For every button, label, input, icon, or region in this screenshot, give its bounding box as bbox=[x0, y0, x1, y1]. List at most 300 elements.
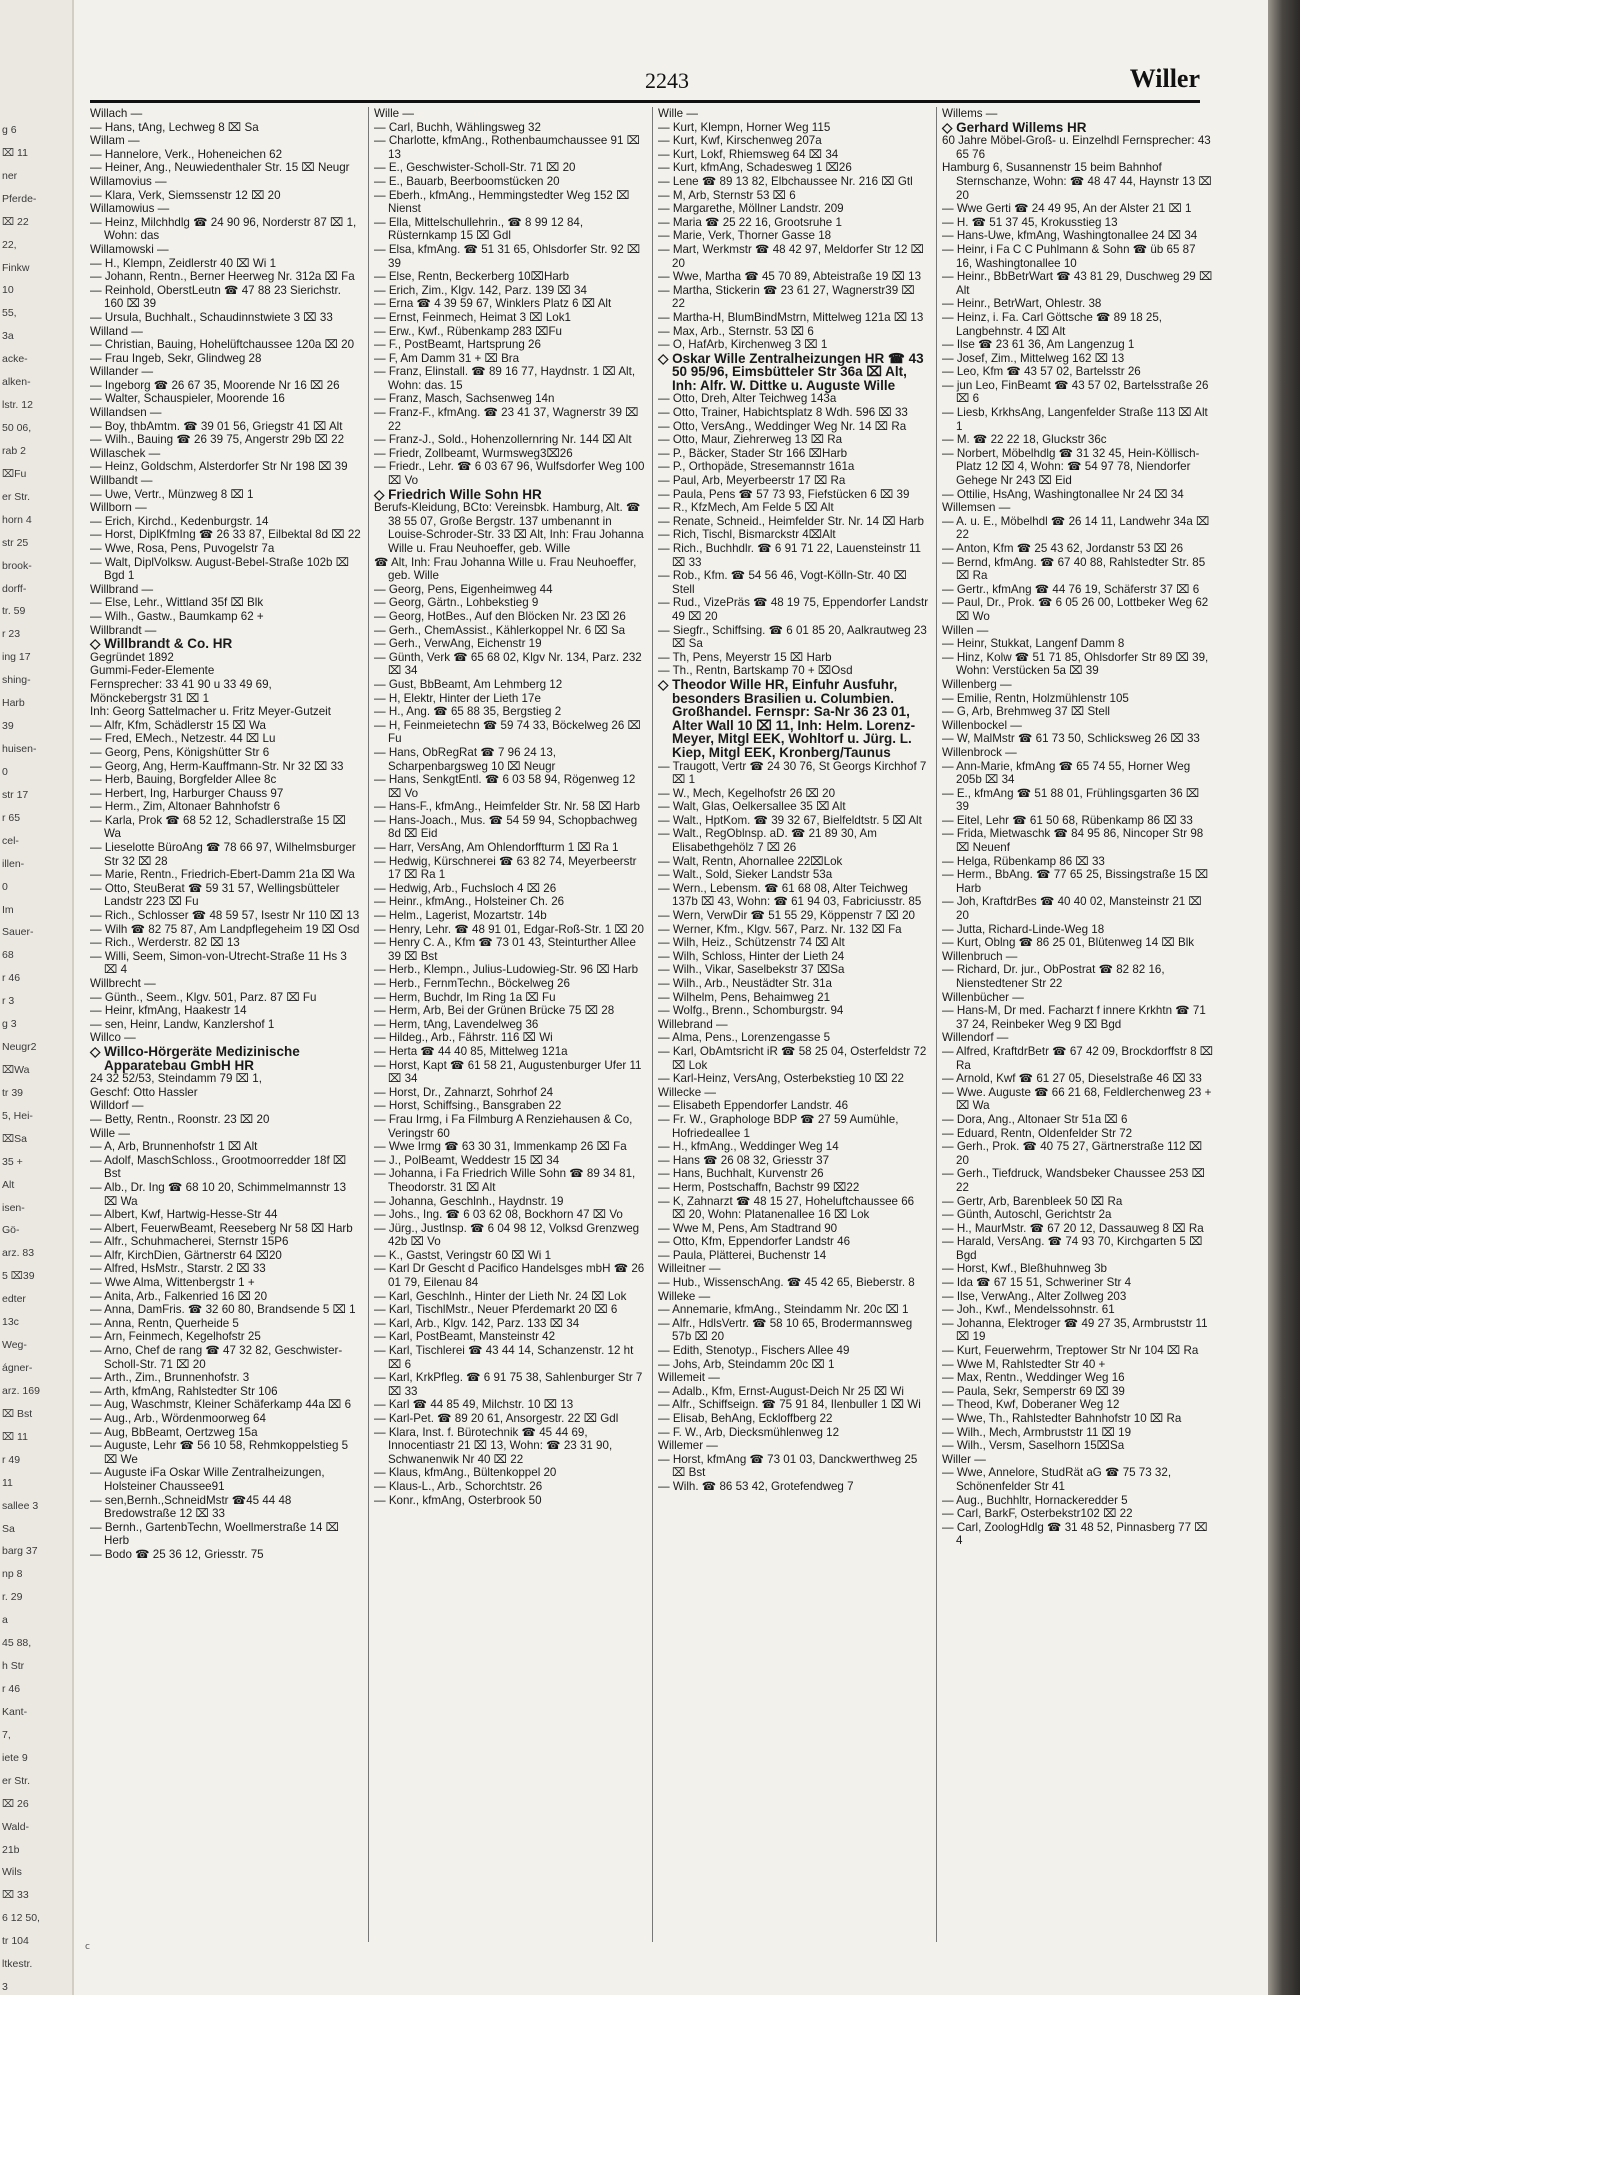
directory-entry: — Otto, Kfm, Eppendorfer Landstr 46 bbox=[658, 1235, 851, 1249]
prev-page-fragment: Wald- bbox=[2, 1821, 30, 1833]
directory-entry: — Jürg., Justlnsp. ☎ 6 04 98 12, Volksd Grenzweg 42b ⌧ Vo bbox=[374, 1221, 640, 1249]
directory-entry: — Albert, Kwf, Hartwig-Hesse-Str 44 bbox=[90, 1208, 278, 1222]
firm-entry: ◇ Willbrandt & Co. HR bbox=[90, 636, 233, 652]
directory-entry: — Wwe, Rosa, Pens, Puvogelstr 7a bbox=[90, 542, 275, 555]
directory-entry: — F, Am Damm 31 + ⌧ Bra bbox=[374, 351, 520, 365]
directory-entry: — Ursula, Buchhalt., Schaudinnstwiete 3 ⌧ 33 bbox=[90, 310, 333, 324]
prev-page-fragment: tr. 59 bbox=[2, 606, 26, 618]
prev-page-fragment: ⌧ 22 bbox=[2, 216, 29, 228]
prev-page-fragment: r 46 bbox=[2, 1684, 21, 1696]
directory-entry: — Karl, TischlMstr., Neuer Pferdemarkt 20 ⌧ 6 bbox=[374, 1303, 618, 1317]
directory-entry: — Elisab, BehAng, Eckloffberg 22 bbox=[658, 1412, 833, 1425]
prev-page-fragment: ner bbox=[2, 170, 18, 182]
directory-entry: — H., MaurMstr. ☎ 67 20 12, Dassauweg 8 ⌧ Ra bbox=[942, 1221, 1204, 1235]
prev-page-fragment: 5, Hei- bbox=[2, 1110, 33, 1122]
directory-entry: — Horst, DiplKfmIng ☎ 26 33 87, Eilbektal 8d ⌧ 22 bbox=[90, 528, 361, 542]
prev-page-fragment: ⌧ 11 bbox=[2, 1431, 28, 1443]
firm-entry: ◇ Gerhard Willems HR bbox=[942, 119, 1087, 135]
directory-entry: — Otto, Dreh, Alter Teichweg 143a bbox=[658, 392, 837, 406]
prev-page-fragment: 3a bbox=[2, 331, 14, 343]
directory-entry: — Aug., Arb., Wördenmoorweg 64 bbox=[90, 1412, 266, 1425]
directory-entry: — Horst, kfmAng ☎ 73 01 03, Danckwerthweg 25 ⌧ Bst bbox=[658, 1452, 918, 1480]
directory-entry: — Gerh., ChemAssist., Kählerkoppel Nr. 6 ⌧ Sa bbox=[374, 623, 626, 637]
directory-entry: — Horst, Dr., Zahnarzt, Sohrhof 24 bbox=[374, 1085, 554, 1099]
prev-page-fragment: 13c bbox=[2, 1317, 19, 1329]
directory-entry: — Heinr, kfmAng, Haakestr 14 bbox=[90, 1004, 247, 1018]
directory-entry: — Theod, Kwf, Doberaner Weg 12 bbox=[942, 1398, 1120, 1412]
printer-mark: c bbox=[85, 1942, 90, 1952]
directory-entry: — Kurt, Kwf, Kirschenweg 207a bbox=[658, 134, 822, 148]
directory-entry: — P., Bäcker, Stader Str 166 ⌧Harb bbox=[658, 446, 848, 460]
prev-page-fragment: Alt bbox=[2, 1179, 15, 1191]
directory-entry: — Georg, HotBes., Auf den Blöcken Nr. 23 ⌧ 26 bbox=[374, 609, 626, 623]
directory-entry: — Hans, tAng, Lechweg 8 ⌧ Sa bbox=[90, 120, 259, 134]
directory-entry: — Else, Rentn, Beckerberg 10⌧Harb bbox=[374, 270, 570, 284]
directory-entry: — Klaus, kfmAng., Bültenkoppel 20 bbox=[374, 1466, 557, 1480]
directory-entry: — Wern, VerwDir ☎ 51 55 29, Köppenstr 7 ⌧ 20 bbox=[658, 909, 916, 923]
surname-heading: Willborn — bbox=[90, 501, 147, 515]
directory-entry: — Karl, Arb., Klgv. 142, Parz. 133 ⌧ 34 bbox=[374, 1316, 580, 1330]
prev-page-fragment: 68 bbox=[2, 950, 14, 962]
directory-entry: — Hans-Uwe, kfmAng, Washingtonallee 24 ⌧ 34 bbox=[942, 229, 1198, 243]
surname-heading: Wille — bbox=[90, 1126, 130, 1140]
directory-entry: — Wwe Irmg ☎ 63 30 31, Immenkamp 26 ⌧ Fa bbox=[374, 1140, 627, 1154]
directory-entry: — K., Gastst, Veringstr 60 ⌧ Wi 1 bbox=[374, 1248, 552, 1262]
directory-entry: — Ingeborg ☎ 26 67 35, Moorende Nr 16 ⌧ 26 bbox=[90, 378, 340, 392]
directory-entry: — Maria ☎ 25 22 16, Grootsruhe 1 bbox=[658, 215, 842, 229]
directory-entry: — Wwe M, Pens, Am Stadtrand 90 bbox=[658, 1221, 838, 1235]
prev-page-fragment: 0 bbox=[2, 881, 8, 893]
directory-entry: — Emilie, Rentn, Holzmühlenstr 105 bbox=[942, 691, 1129, 705]
directory-entry: — Max, Rentn., Weddinger Weg 16 bbox=[942, 1371, 1125, 1385]
directory-entry: — Horst, Kapt ☎ 61 58 21, Augustenburger Ufer 11 ⌧ 34 bbox=[374, 1058, 642, 1086]
directory-column-2 bbox=[374, 107, 646, 1507]
directory-entry: — Karl Dr Gescht d Pacifico Handelsges mbH ☎ 26 01 79, Eilenau 84 bbox=[374, 1262, 645, 1290]
directory-entry: — Johanna, Elektroger ☎ 49 27 35, Armbruststr 11 ⌧ 19 bbox=[942, 1316, 1208, 1344]
directory-entry: — Herm, Buchdr, Im Ring 1a ⌧ Fu bbox=[374, 990, 556, 1004]
directory-entry: — Wilh., Bauing ☎ 26 39 75, Angerstr 29b ⌧ 22 bbox=[90, 433, 345, 447]
surname-heading: Willaschek — bbox=[90, 446, 161, 460]
directory-entry: — Klara, Inst. f. Bürotechnik ☎ 45 44 69, Innocentiastr 21 ⌧ 13, Wohn: ☎ 23 31 90, Schwanenwik Nr 40 ⌧ 22 bbox=[374, 1425, 613, 1466]
directory-entry: — Hinz, Kolw ☎ 51 71 85, Ohlsdorfer Str 89 ⌧ 39, Wohn: Verstücken 5a ⌧ 39 bbox=[942, 650, 1209, 678]
directory-entry: — Reinhold, OberstLeutn ☎ 47 88 23 Sierichstr. 160 ⌧ 39 bbox=[90, 283, 341, 311]
directory-entry: — Rich., Buchhdlr. ☎ 6 91 71 22, Lauensteinstr 11 ⌧ 33 bbox=[658, 542, 921, 569]
directory-entry: — Eberh., kfmAng., Hemmingstedter Weg 152 ⌧ Nienst bbox=[374, 188, 630, 216]
surname-heading: Willer — bbox=[942, 1452, 986, 1466]
prev-page-fragment: str 17 bbox=[2, 789, 29, 801]
prev-page-fragment: 7, bbox=[2, 1729, 11, 1741]
directory-entry: — Walt, Glas, Oelkersallee 35 ⌧ Alt bbox=[658, 800, 846, 814]
directory-entry: — Herbert, Ing, Harburger Chauss 97 bbox=[90, 786, 284, 800]
directory-entry: — J., PolBeamt, Weddestr 15 ⌧ 34 bbox=[374, 1153, 560, 1167]
directory-entry: — Anita, Arb., Falkenried 16 ⌧ 20 bbox=[90, 1289, 268, 1303]
prev-page-fragment: cel- bbox=[2, 835, 19, 847]
prev-page-fragment: 0 bbox=[2, 766, 8, 778]
directory-entry: — O, HafArb, Kirchenweg 3 ⌧ 1 bbox=[658, 338, 828, 352]
directory-entry: — Alma, Pens., Lorenzengasse 5 bbox=[658, 1031, 831, 1045]
prev-page-fragment: 6 12 50, bbox=[2, 1913, 40, 1925]
directory-entry: — Hannelore, Verk., Hoheneichen 62 bbox=[90, 147, 283, 161]
directory-entry: 60 Jahre Möbel-Groß- u. Einzelhdl Fernsprecher: 43 65 76 bbox=[942, 134, 1211, 161]
column-divider bbox=[936, 107, 937, 1942]
directory-entry: — Margarethe, Möllner Landstr. 209 bbox=[658, 202, 844, 216]
directory-entry: — Georg, Ang, Herm-Kauffmann-Str. Nr 32 ⌧ 33 bbox=[90, 759, 344, 773]
surname-heading: Willenberg — bbox=[942, 677, 1012, 691]
prev-page-fragment: Harb bbox=[2, 698, 25, 710]
directory-entry: — Otto, Maur, Ziehrerweg 13 ⌧ Ra bbox=[658, 433, 843, 447]
directory-entry: — Helm., Lagerist, Mozartstr. 14b bbox=[374, 909, 547, 923]
directory-entry: — Arno, Chef de rang ☎ 47 32 82, Geschwister-Scholl-Str. 71 ⌧ 20 bbox=[90, 1344, 343, 1371]
surname-heading: Willemer — bbox=[658, 1439, 718, 1453]
prev-page-fragment: 35 + bbox=[2, 1156, 23, 1168]
directory-entry: — Kurt, kfmAng, Schadesweg 1 ⌧26 bbox=[658, 161, 852, 175]
directory-entry: — Ann-Marie, kfmAng ☎ 65 74 55, Horner Weg 205b ⌧ 34 bbox=[942, 759, 1191, 787]
directory-entry: — Karl-Heinz, VersAng, Osterbekstieg 10 ⌧ 22 bbox=[658, 1072, 904, 1086]
directory-entry: — Max, Arb., Sternstr. 53 ⌧ 6 bbox=[658, 324, 814, 338]
surname-heading: Willdorf — bbox=[90, 1099, 144, 1113]
directory-entry: — Franz-J., Sold., Hohenzollernring Nr. 144 ⌧ Alt bbox=[374, 433, 632, 447]
directory-entry: — Boy, thbAmtm. ☎ 39 01 56, Griegstr 41 ⌧ Alt bbox=[90, 419, 343, 433]
column-divider bbox=[652, 107, 653, 1942]
directory-entry: — Lieselotte BüroAng ☎ 78 66 97, Wilhelmsburger Str 32 ⌧ 28 bbox=[90, 841, 356, 868]
surname-heading: Willen — bbox=[942, 623, 989, 637]
directory-entry: — Joh., Kwf., Mendelssohnstr. 61 bbox=[942, 1303, 1115, 1317]
prev-page-fragment: dorff- bbox=[2, 583, 27, 595]
directory-entry: — Werner, Kfm., Klgv. 567, Parz. Nr. 132 ⌧ Fa bbox=[658, 922, 902, 936]
directory-entry: — Martha-H, BlumBindMstrn, Mittelweg 121a ⌧ 13 bbox=[658, 310, 924, 324]
directory-entry: — Elsa, kfmAng. ☎ 51 31 65, Ohlsdorfer Str. 92 ⌧ 39 bbox=[374, 242, 641, 270]
surname-heading: Willenbücher — bbox=[942, 990, 1024, 1004]
directory-entry: — Josef, Zim., Mittelweg 162 ⌧ 13 bbox=[942, 351, 1125, 365]
directory-entry: — Alb., Dr. Ing ☎ 68 10 20, Schimmelmannstr 13 ⌧ Wa bbox=[90, 1180, 347, 1208]
directory-entry: — Hub., WissenschAng. ☎ 45 42 65, Bieberstr. 8 bbox=[658, 1276, 915, 1290]
directory-entry: — Willi, Seem, Simon-von-Utrecht-Straße 11 Hs 3 ⌧ 4 bbox=[90, 949, 347, 977]
surname-heading: Willenbockel — bbox=[942, 718, 1022, 732]
directory-entry: — Fr. W., Graphologe BDP ☎ 27 59 Aumühle, Hofriedeallee 1 bbox=[658, 1112, 899, 1140]
surname-heading: Willeitner — bbox=[658, 1262, 721, 1276]
directory-entry: — Wwe M, Rahlstedter Str 40 + bbox=[942, 1357, 1106, 1371]
directory-entry: Fernsprecher: 33 41 90 u 33 49 69, bbox=[90, 677, 272, 691]
firm-entry: ◇ Willco-Hörgeräte Medizinische Apparatebau GmbH HR bbox=[90, 1043, 300, 1073]
directory-entry: — jun Leo, FinBeamt ☎ 43 57 02, Bartelsstraße 26 ⌧ 6 bbox=[942, 378, 1209, 406]
directory-entry: — K, Zahnarzt ☎ 48 15 27, Hoheluftchaussee 66 ⌧ 20, Wohn: Platanenallee 16 ⌧ Lok bbox=[658, 1194, 915, 1222]
directory-entry: — Bernd, kfmAng. ☎ 67 40 88, Rahlstedter Str. 85 ⌧ Ra bbox=[942, 555, 1206, 583]
directory-entry: — Wilh, Schloss, Hinter der Lieth 24 bbox=[658, 949, 845, 963]
prev-page-fragment: sallee 3 bbox=[2, 1500, 39, 1512]
directory-entry: — Klaus-L., Arb., Schorchtstr. 26 bbox=[374, 1479, 543, 1493]
directory-entry: — Aug., Buchhltr, Hornackeredder 5 bbox=[942, 1493, 1128, 1507]
directory-entry: — Hedwig, Kürschnerei ☎ 63 82 74, Meyerbeerstr 17 ⌧ Ra 1 bbox=[374, 854, 637, 882]
prev-page-fragment: arz. 83 bbox=[2, 1248, 35, 1260]
directory-entry: — Paula, Pens ☎ 57 73 93, Fiefstücken 6 ⌧ 39 bbox=[658, 487, 910, 501]
prev-page-fragment: 5 ⌧39 bbox=[2, 1271, 35, 1283]
directory-entry: — Walt., HptKom. ☎ 39 32 67, Bielfeldtstr. 5 ⌧ Alt bbox=[658, 813, 922, 827]
directory-entry: — Wolfg., Brenn., Schomburgstr. 94 bbox=[658, 1004, 844, 1018]
directory-entry: — Wilh., Mech, Armbruststr 11 ⌧ 19 bbox=[942, 1425, 1132, 1439]
directory-entry: — Alfr, Kfm, Schädlerstr 15 ⌧ Wa bbox=[90, 718, 266, 732]
directory-entry: — Wilh, Heiz., Schützenstr 74 ⌧ Alt bbox=[658, 936, 845, 950]
directory-entry: — Karl, KrkPfleg. ☎ 6 91 75 38, Sahlenburger Str 7 ⌧ 33 bbox=[374, 1371, 643, 1398]
directory-entry: — Uwe, Vertr., Münzweg 8 ⌧ 1 bbox=[90, 487, 254, 501]
directory-entry: — Kurt, Klempn, Horner Weg 115 bbox=[658, 120, 831, 134]
directory-entry: — Wwe, Martha ☎ 45 70 89, Abteistraße 19 ⌧ 13 bbox=[658, 270, 922, 284]
directory-entry: — sen,Bernh.,SchneidMstr ☎45 44 48 Bredowstraße 12 ⌧ 33 bbox=[90, 1493, 292, 1521]
directory-entry: — Johs., Ing. ☎ 6 03 62 08, Bockhorn 47 ⌧ Vo bbox=[374, 1208, 623, 1222]
directory-entry: — Carl, BarkF, Osterbekstr102 ⌧ 22 bbox=[942, 1507, 1133, 1521]
directory-entry: — Hedwig, Arb., Fuchsloch 4 ⌧ 26 bbox=[374, 881, 557, 895]
directory-entry: — Erich, Zim., Klgv. 142, Parz. 139 ⌧ 34 bbox=[374, 283, 587, 297]
directory-entry: — Arth, kfmAng, Rahlstedter Str 106 bbox=[90, 1384, 278, 1398]
prev-page-fragment: 10 bbox=[2, 285, 14, 297]
directory-entry: — Edith, Stenotyp., Fischers Allee 49 bbox=[658, 1344, 850, 1358]
prev-page-fragment: arz. 169 bbox=[2, 1385, 40, 1397]
prev-page-fragment: tr 104 bbox=[2, 1936, 29, 1948]
prev-page-fragment: Finkw bbox=[2, 262, 30, 274]
directory-entry: Gegründet 1892 bbox=[90, 650, 174, 664]
directory-entry: — Arth., Zim., Brunnenhofstr. 3 bbox=[90, 1371, 250, 1385]
prev-page-fragment: ltkestr. bbox=[2, 1959, 33, 1971]
directory-entry: — Karl ☎ 44 85 49, Milchstr. 10 ⌧ 13 bbox=[374, 1398, 574, 1412]
prev-page-fragment: ⌧ 11 bbox=[2, 147, 28, 159]
directory-entry: — Walt, DiplVolksw. August-Bebel-Straße 102b ⌧ Bgd 1 bbox=[90, 555, 350, 583]
directory-entry: — Georg, Pens, Eigenheimweg 44 bbox=[374, 582, 553, 596]
directory-entry: — Frida, Mietwaschk ☎ 84 95 86, Nincoper Str 98 ⌧ Neuenf bbox=[942, 827, 1204, 855]
prev-page-fragment: h Str bbox=[2, 1661, 25, 1673]
directory-entry: Geschf: Otto Hassler bbox=[90, 1085, 198, 1099]
directory-entry: — Johs, Arb, Steindamm 20c ⌧ 1 bbox=[658, 1357, 835, 1371]
prev-page-fragment: 39 bbox=[2, 721, 14, 733]
directory-entry: — Lene ☎ 89 13 82, Elbchaussee Nr. 216 ⌧ Gtl bbox=[658, 174, 913, 188]
directory-entry: — Carl, ZoologHdlg ☎ 31 48 52, Pinnasberg 77 ⌧ 4 bbox=[942, 1520, 1208, 1548]
prev-page-fragment: g 6 bbox=[2, 125, 17, 136]
directory-entry: — Ilse ☎ 23 61 36, Am Langenzug 1 bbox=[942, 338, 1135, 352]
directory-entry: — Bernh., GartenbTechn, Woellmerstraße 14 ⌧ Herb bbox=[90, 1520, 339, 1548]
directory-entry: — Karl, PostBeamt, Mansteinstr 42 bbox=[374, 1330, 556, 1344]
directory-entry: — M. ☎ 22 22 18, Gluckstr 36c bbox=[942, 433, 1107, 447]
page-number: 2243 bbox=[645, 68, 689, 93]
directory-entry: — Konr., kfmAng, Osterbrook 50 bbox=[374, 1493, 542, 1507]
directory-entry: — Karl, Geschlnh., Hinter der Lieth Nr. 24 ⌧ Lok bbox=[374, 1289, 627, 1303]
directory-entry: — Frau Irmg, i Fa Filmburg A Renziehausen & Co, Veringstr 60 bbox=[374, 1112, 633, 1140]
directory-entry: — Heinr, Stukkat, Langenf Damm 8 bbox=[942, 637, 1125, 651]
directory-entry: — Paul, Arb, Meyerbeerstr 17 ⌧ Ra bbox=[658, 474, 846, 488]
directory-entry: — Alfr, KirchDien, Gärtnerstr 64 ⌧20 bbox=[90, 1248, 282, 1262]
directory-entry: — Herb., Klempn., Julius-Ludowieg-Str. 96 ⌧ Harb bbox=[374, 963, 639, 977]
directory-entry: — Adalb., Kfm, Ernst-August-Deich Nr 25 ⌧ Wi bbox=[658, 1384, 904, 1398]
directory-entry: Hamburg 6, Susannenstr 15 beim Bahnhof Sternschanze, Wohn: ☎ 48 47 44, Haynstr 13 ⌧ 20 bbox=[942, 161, 1212, 202]
directory-entry: — Ilse, VerwAng., Alter Zollweg 203 bbox=[942, 1289, 1127, 1303]
directory-entry: — Ernst, Feinmech, Heimat 3 ⌧ Lok1 bbox=[374, 310, 571, 324]
directory-entry: — Wwe. Auguste ☎ 66 21 68, Feldlerchenweg 23 + ⌧ Wa bbox=[942, 1085, 1212, 1113]
surname-heading: Willbrecht — bbox=[90, 977, 156, 990]
directory-entry: — Rich., Schlosser ☎ 48 59 57, Isestr Nr 110 ⌧ 13 bbox=[90, 909, 360, 923]
directory-entry: — F. W., Arb, Diecksmühlenweg 12 bbox=[658, 1425, 840, 1439]
directory-entry: — Kurt, Feuerwehrm, Treptower Str Nr 104 ⌧ Ra bbox=[942, 1344, 1199, 1358]
directory-entry: — Erich, Kirchd., Kedenburgstr. 14 bbox=[90, 514, 269, 528]
surname-heading: Willems — bbox=[942, 107, 998, 120]
surname-heading: Willamowski — bbox=[90, 242, 169, 256]
directory-entry: — H., Klempn, Zeidlerstr 40 ⌧ Wi 1 bbox=[90, 256, 277, 270]
surname-heading: Willeke — bbox=[658, 1289, 711, 1303]
directory-entry: — Traugott, Vertr ☎ 24 30 76, St Georgs Kirchhof 7 ⌧ 1 bbox=[658, 759, 927, 787]
prev-page-fragment: r 46 bbox=[2, 973, 21, 985]
prev-page-fragment: 55, bbox=[2, 308, 17, 320]
directory-entry: — Herb., FernmTechn., Böckelweg 26 bbox=[374, 977, 570, 990]
prev-page-fragment: brook- bbox=[2, 560, 32, 572]
directory-entry: — Klara, Verk, Siemssenstr 12 ⌧ 20 bbox=[90, 188, 281, 202]
directory-entry: — Aug, Waschmstr, Kleiner Schäferkamp 44a ⌧ 6 bbox=[90, 1398, 352, 1412]
directory-entry: — Harald, VersAng. ☎ 74 93 70, Kirchgarten 5 ⌧ Bgd bbox=[942, 1235, 1203, 1262]
directory-entry: — Georg, Gärtn., Lohbekstieg 9 bbox=[374, 596, 539, 610]
directory-entry: — Gust, BbBeamt, Am Lehmberg 12 bbox=[374, 677, 563, 691]
prev-page-fragment: alken- bbox=[2, 377, 31, 389]
surname-heading: Willenbrock — bbox=[942, 745, 1017, 759]
directory-entry: — Paula, Sekr, Semperstr 69 ⌧ 39 bbox=[942, 1384, 1125, 1398]
directory-entry: Gummi-Feder-Elemente bbox=[90, 664, 215, 678]
directory-entry: — Hans-Joach., Mus. ☎ 54 59 94, Schopbachweg 8d ⌧ Eid bbox=[374, 813, 638, 841]
directory-entry: — W., Mech, Kegelhofstr 26 ⌧ 20 bbox=[658, 786, 836, 800]
page-header bbox=[90, 60, 1200, 100]
directory-entry: Inh: Georg Sattelmacher u. Fritz Meyer-Gutzeit bbox=[90, 705, 331, 719]
directory-entry: — Norbert, Möbelhdlg ☎ 31 32 45, Hein-Köllisch-Platz 12 ⌧ 4, Wohn: ☎ 54 97 78, Niendorfer Gehege Nr 243 ⌧ Eid bbox=[942, 446, 1200, 488]
directory-entry: — Gerh., Tiefdruck, Wandsbeker Chaussee 253 ⌧ 22 bbox=[942, 1167, 1205, 1194]
directory-entry: — Johann, Rentn., Berner Heerweg Nr. 312a ⌧ Fa bbox=[90, 270, 355, 284]
prev-page-fragment: r 49 bbox=[2, 1454, 21, 1466]
directory-entry: — Wern., Lebensm. ☎ 61 68 08, Alter Teichweg 137b ⌧ 43, Wohn: ☎ 61 94 03, Fabriciusstr. 85 bbox=[658, 881, 922, 909]
directory-entry: — E., kfmAng ☎ 51 88 01, Frühlingsgarten 36 ⌧ 39 bbox=[942, 786, 1200, 814]
directory-entry: — Charlotte, kfmAng., Rothenbaumchaussee 91 ⌧ 13 bbox=[374, 134, 640, 161]
column-divider bbox=[368, 107, 369, 1942]
directory-entry: — Eitel, Lehr ☎ 61 50 68, Rübenkamp 86 ⌧ 33 bbox=[942, 813, 1193, 827]
directory-entry: — Henry, Lehr. ☎ 48 91 01, Edgar-Roß-Str. 1 ⌧ 20 bbox=[374, 922, 644, 936]
directory-entry: — Wilh. ☎ 86 53 42, Grotefendweg 7 bbox=[658, 1479, 854, 1493]
directory-entry: — Rich, Tischl, Bismarckstr 4⌧Alt bbox=[658, 528, 836, 542]
surname-heading: Willemeit — bbox=[658, 1371, 720, 1385]
directory-entry: — G, Arb, Brehmweg 37 ⌧ Stell bbox=[942, 705, 1111, 719]
directory-entry: — Hans ☎ 26 08 32, Griesstr 37 bbox=[658, 1153, 830, 1167]
prev-page-fragment: Pferde- bbox=[2, 193, 37, 205]
directory-entry: — Wwe Gerti ☎ 24 49 95, An der Alster 21 ⌧ 1 bbox=[942, 202, 1192, 216]
prev-page-fragment: ⌧Wa bbox=[2, 1065, 30, 1076]
directory-entry: 24 32 52/53, Steindamm 79 ⌧ 1, bbox=[90, 1072, 262, 1086]
prev-page-fragment: 45 88, bbox=[2, 1638, 32, 1650]
prev-page-fragment: 22, bbox=[2, 239, 17, 251]
directory-entry: — Walt., RegOblnsp. aD. ☎ 21 89 30, Am Elisabethgehölz 7 ⌧ 26 bbox=[658, 827, 877, 855]
surname-heading: Willam — bbox=[90, 134, 140, 148]
prev-page-fragment: Sa bbox=[2, 1523, 15, 1535]
prev-page-fragment: Neugr2 bbox=[2, 1042, 37, 1054]
book-spine-shadow bbox=[1268, 0, 1300, 1995]
directory-column-1 bbox=[90, 107, 362, 1562]
prev-page-fragment: str 25 bbox=[2, 537, 29, 549]
prev-page-fragment: r. 29 bbox=[2, 1592, 23, 1604]
directory-entry: — Hans-M, Dr med. Facharzt f innere Krkhtn ☎ 71 37 24, Reinbeker Weg 9 ⌧ Bgd bbox=[942, 1004, 1206, 1031]
header-rule bbox=[90, 100, 1200, 103]
directory-entry: — P., Orthopäde, Stresemannstr 161a bbox=[658, 460, 855, 474]
prev-page-fragment: barg 37 bbox=[2, 1546, 38, 1558]
directory-entry: — Gerh., VerwAng, Eichenstr 19 bbox=[374, 637, 542, 651]
directory-entry: — Gerh., Prok. ☎ 40 75 27, Gärtnerstraße 112 ⌧ 20 bbox=[942, 1140, 1203, 1167]
directory-entry: — Herm, Arb, Bei der Grünen Brücke 75 ⌧ 28 bbox=[374, 1004, 615, 1018]
prev-page-fragment: ágner- bbox=[2, 1363, 33, 1375]
prev-page-fragment: Im bbox=[2, 904, 14, 916]
prev-page-fragment: er Str. bbox=[2, 1775, 31, 1787]
directory-entry: — Th, Pens, Meyerstr 15 ⌧ Harb bbox=[658, 650, 832, 664]
directory-entry: — E., Bauarb, Beerboomstücken 20 bbox=[374, 174, 560, 188]
prev-page-fragment: 11 bbox=[2, 1477, 13, 1489]
directory-entry: — Karl, ObAmtsricht iR ☎ 58 25 04, Osterfeldstr 72 ⌧ Lok bbox=[658, 1044, 927, 1072]
surname-heading: Willbandt — bbox=[90, 474, 153, 488]
directory-entry: — Hans, SenkgtEntl. ☎ 6 03 58 94, Rögenweg 12 ⌧ Vo bbox=[374, 773, 636, 800]
directory-entry: — Georg, Pens, Königshütter Str 6 bbox=[90, 745, 270, 759]
directory-entry: — Herm., BbAng. ☎ 77 65 25, Bissingstraße 15 ⌧ Harb bbox=[942, 868, 1209, 895]
directory-entry: — E., Geschwister-Scholl-Str. 71 ⌧ 20 bbox=[374, 161, 576, 175]
directory-entry: — sen, Heinr, Landw, Kanzlershof 1 bbox=[90, 1017, 275, 1031]
directory-entry: — Heinz, i. Fa. Carl Göttsche ☎ 89 18 25, Langbehnstr. 4 ⌧ Alt bbox=[942, 310, 1162, 338]
directory-entry: — H., kfmAng., Weddinger Weg 14 bbox=[658, 1140, 839, 1154]
directory-entry: — Günth, Autoschl, Gerichtstr 2a bbox=[942, 1208, 1112, 1222]
directory-entry: — F., PostBeamt, Hartsprung 26 bbox=[374, 338, 541, 352]
directory-entry: — Eduard, Rentn, Oldenfelder Str 72 bbox=[942, 1126, 1133, 1140]
surname-heading: Willenbruch — bbox=[942, 949, 1018, 963]
prev-page-fragment: rab 2 bbox=[2, 445, 26, 457]
directory-entry: — Carl, Buchh, Wählingsweg 32 bbox=[374, 120, 541, 134]
directory-entry: — Jutta, Richard-Linde-Weg 18 bbox=[942, 922, 1105, 936]
directory-entry: — Wilh., Gastw., Baumkamp 62 + bbox=[90, 609, 264, 623]
prev-page-fragment: Sauer- bbox=[2, 927, 34, 939]
directory-entry: — H, Feinmeietechn ☎ 59 74 33, Böckelweg 26 ⌧ Fu bbox=[374, 718, 641, 746]
prev-page-fragment: Kant- bbox=[2, 1706, 28, 1718]
directory-entry: — Liesb, KrkhsAng, Langenfelder Straße 113 ⌧ Alt 1 bbox=[942, 406, 1208, 433]
prev-page-fragment: Wils bbox=[2, 1867, 22, 1879]
directory-entry: — Heiner, Ang., Neuwiedenthaler Str. 15 ⌧ Neugr bbox=[90, 161, 350, 175]
directory-entry: — Heinz, Milchhdlg ☎ 24 90 96, Norderstr 87 ⌧ 1, Wohn: das bbox=[90, 215, 357, 243]
directory-entry: — Wilh., Arb., Neustädter Str. 31a bbox=[658, 977, 832, 990]
directory-entry: — Rob., Kfm. ☎ 54 56 46, Vogt-Kölln-Str. 40 ⌧ Stell bbox=[658, 569, 907, 596]
directory-entry: — Walt, Rentn, Ahornallee 22⌧Lok bbox=[658, 854, 843, 868]
directory-entry: — A. u. E., Möbelhdl ☎ 26 14 11, Landwehr 34a ⌧ 22 bbox=[942, 514, 1210, 542]
directory-entry: — Wwe, Th., Rahlstedter Bahnhofstr 10 ⌧ Ra bbox=[942, 1412, 1182, 1425]
directory-entry: — Alfr., HdlsVertr. ☎ 58 10 65, Brodermannsweg 57b ⌧ 20 bbox=[658, 1316, 913, 1344]
firm-entry: ◇ Oskar Wille Zentralheizungen HR ☎ 43 50 95/96, Eimsbütteler Str 36a ⌧ Alt, Inh: Alfr. W. Dittke u. Auguste Wille bbox=[658, 350, 924, 393]
directory-entry: — Wilh., Versm, Saselhorn 15⌧Sa bbox=[942, 1439, 1125, 1453]
directory-entry: — Siegfr., Schiffsing. ☎ 6 01 85 20, Aalkrautweg 23 ⌧ Sa bbox=[658, 623, 927, 651]
firm-entry: ◇ Friedrich Wille Sohn HR bbox=[374, 486, 542, 502]
directory-entry: — Wilh ☎ 82 75 87, Am Landpflegeheim 19 ⌧ Osd bbox=[90, 922, 360, 936]
directory-entry: — Erna ☎ 4 39 59 67, Winklers Platz 6 ⌧ Alt bbox=[374, 297, 612, 311]
directory-entry: — Hans, ObRegRat ☎ 7 96 24 13, Scharpenbargsweg 10 ⌧ Neugr bbox=[374, 745, 557, 773]
directory-entry: — Aug, BbBeamt, Oertzweg 15a bbox=[90, 1425, 258, 1439]
prev-page-fragment: r 23 bbox=[2, 629, 21, 641]
prev-page-fragment: 21b bbox=[2, 1844, 20, 1856]
directory-entry: — Ida ☎ 67 15 51, Schweriner Str 4 bbox=[942, 1276, 1132, 1290]
directory-entry: — Auguste iFa Oskar Wille Zentralheizungen, Holsteiner Chaussee91 bbox=[90, 1466, 325, 1493]
directory-entry: — Friedr, Zollbeamt, Wurmsweg3⌧26 bbox=[374, 446, 573, 460]
directory-entry: — Adolf, MaschSchloss., Grootmoorredder 18f ⌧ Bst bbox=[90, 1153, 347, 1181]
surname-heading: Wille — bbox=[658, 107, 698, 120]
surname-heading: Willecke — bbox=[658, 1085, 716, 1099]
prev-page-fragment: r 3 bbox=[2, 996, 15, 1008]
prev-page-fragment: edter bbox=[2, 1294, 26, 1306]
surname-heading: Willandsen — bbox=[90, 406, 162, 420]
prev-page-fragment: ⌧Fu bbox=[2, 468, 27, 480]
prev-page-fragment: isen- bbox=[2, 1202, 25, 1214]
directory-entry: — Friedr., Lehr. ☎ 6 03 67 96, Wulfsdorfer Weg 100 ⌧ Vo bbox=[374, 460, 645, 488]
directory-entry: — Anna, DamFris. ☎ 32 60 80, Brandsende 5 ⌧ 1 bbox=[90, 1303, 356, 1317]
directory-entry: — Johanna, i Fa Friedrich Wille Sohn ☎ 89 34 81, Theodorstr. 31 ⌧ Alt bbox=[374, 1167, 636, 1194]
directory-entry: — Wilh., Vikar, Saselbekstr 37 ⌧Sa bbox=[658, 963, 845, 977]
directory-entry: — Bodo ☎ 25 36 12, Griesstr. 75 bbox=[90, 1547, 264, 1561]
